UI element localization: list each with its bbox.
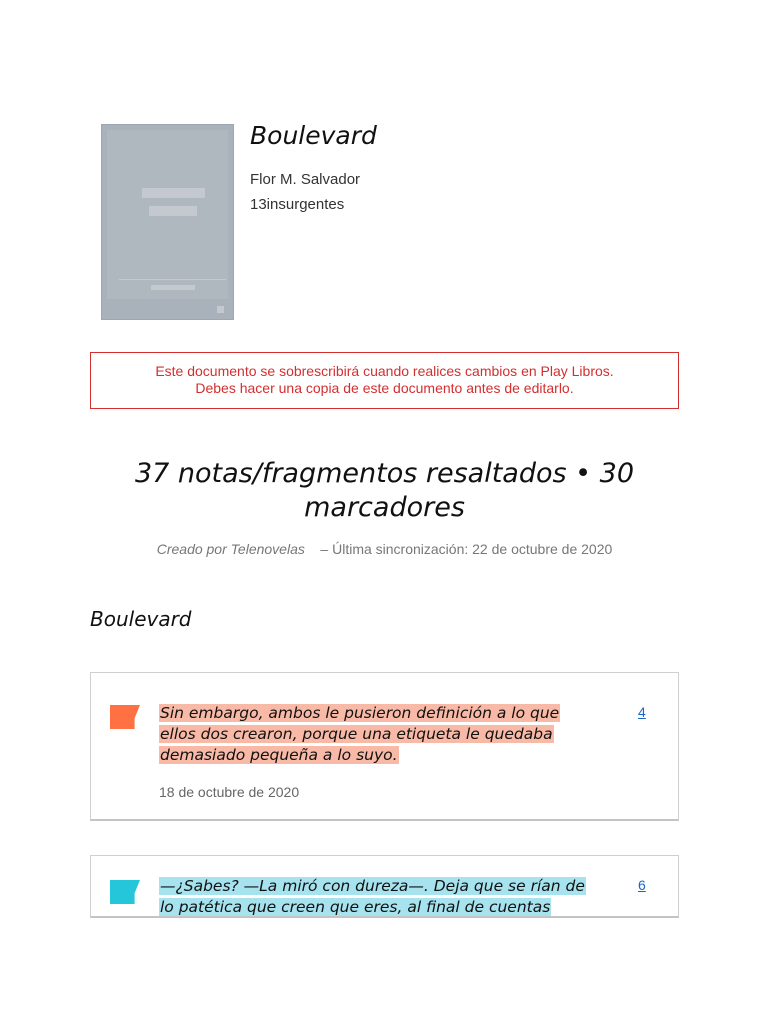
overwrite-warning xyxy=(90,352,679,409)
last-sync: – Última sincronización: 22 de octubre de 2020 xyxy=(320,541,613,557)
book-publisher: 13insurgentes xyxy=(250,196,345,213)
highlighted-fragment: Sin embargo, ambos le pusieron definición a lo que ellos dos crearon, porque una etiqueta le quedaba demasiado pequeña a lo suyo. xyxy=(160,704,560,764)
note-date: 18 de octubre de 2020 xyxy=(159,784,300,800)
cover-title-bar xyxy=(142,188,205,198)
highlight-flag-icon xyxy=(110,880,140,904)
warning-line-2: Debes hacer una copia de este documento antes de editarlo. xyxy=(195,380,574,396)
highlight-flag-icon xyxy=(110,705,140,729)
note-card xyxy=(90,855,679,918)
cover-author-bar xyxy=(151,285,195,290)
book-cover xyxy=(101,124,234,320)
warning-line-1: Este documento se sobrescribirá cuando realices cambios en Play Libros. xyxy=(155,363,614,379)
book-cover-art xyxy=(107,130,228,299)
note-card xyxy=(90,672,679,821)
notes-summary-heading: 37 notas/fragmentos resaltados • 30 marcadores xyxy=(134,458,635,523)
page-link[interactable]: 4 xyxy=(638,704,646,720)
book-title: Boulevard xyxy=(250,121,377,150)
sync-meta xyxy=(90,541,679,557)
note-text xyxy=(159,703,599,766)
page-link[interactable]: 6 xyxy=(638,877,646,893)
created-by: Creado por Telenovelas xyxy=(156,541,305,557)
book-author: Flor M. Salvador xyxy=(250,171,361,188)
cover-divider xyxy=(119,279,226,280)
highlighted-fragment: —¿Sabes? —La miró con dureza—. Deja que se rían de lo patética que creen que eres, al final de cuentas xyxy=(160,877,585,916)
section-title: Boulevard xyxy=(90,607,192,631)
cover-subtitle-bar xyxy=(149,206,197,216)
cover-publisher-logo xyxy=(217,306,224,313)
note-text xyxy=(159,876,599,918)
